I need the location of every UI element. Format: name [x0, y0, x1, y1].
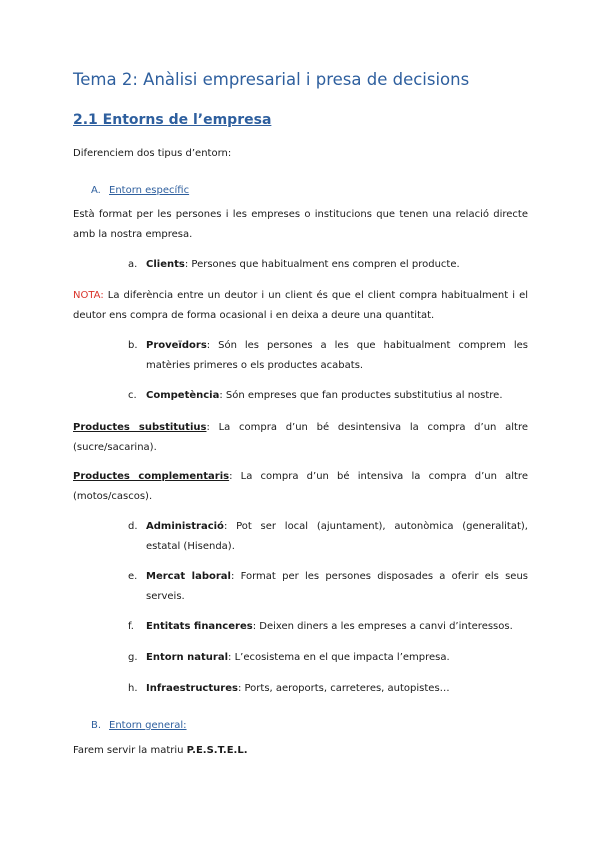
term-clients: Clients	[146, 259, 185, 270]
list-item-mercat-laboral	[128, 567, 528, 607]
list-marker: d.	[128, 521, 138, 532]
section-heading: 2.1 Entorns de l’empresa	[73, 112, 272, 128]
term-entorn-natural: Entorn natural	[146, 652, 229, 663]
term-separator: :	[206, 422, 219, 433]
list-item-entorn-natural	[128, 648, 528, 668]
list-marker: a.	[128, 259, 138, 270]
item-text-line-2: matèries primeres o els productes acabats.	[146, 360, 364, 371]
term-mercat-laboral: Mercat laboral	[146, 571, 231, 582]
list-marker: c.	[128, 390, 137, 401]
item-text: Deixen diners a les empreses a canvi d’interessos.	[259, 621, 513, 632]
item-text-line-2: estatal (Hisenda).	[146, 541, 235, 552]
section-a-letter: A.	[91, 185, 101, 196]
section-a-heading	[91, 181, 189, 201]
item-text: Són empreses que fan productes substitutius al nostre.	[225, 390, 503, 401]
list-marker: b.	[128, 340, 138, 351]
list-item-clients	[128, 255, 528, 275]
term-separator: :	[219, 390, 226, 401]
term-separator: :	[230, 571, 241, 582]
list-item-entitats-financeres	[128, 617, 528, 637]
compl-line-2: (motos/cascos).	[73, 491, 153, 502]
nota-label: NOTA:	[73, 290, 104, 301]
list-marker: f.	[128, 621, 134, 632]
list-item-proveidors	[128, 336, 528, 376]
item-text-line-1: Són les persones a les que habitualment comprem les	[218, 340, 528, 351]
term-productes-substitutius: Productes substitutius	[73, 422, 207, 433]
list-marker: h.	[128, 683, 138, 694]
item-text-line-1: Pot ser local (ajuntament), autonòmica (generalitat),	[236, 521, 528, 532]
section-b-link[interactable]: Entorn general:	[109, 720, 187, 731]
item-text: Ports, aeroports, carreteres, autopistes…	[244, 683, 450, 694]
section-a-line-2: amb la nostra empresa.	[73, 229, 193, 240]
term-separator: :	[223, 521, 237, 532]
page-title: Tema 2: Anàlisi empresarial i presa de decisions	[73, 70, 470, 89]
item-text-line-2: serveis.	[146, 591, 185, 602]
section-b-heading	[91, 716, 187, 736]
term-competencia: Competència	[146, 390, 220, 401]
list-item-competencia	[128, 386, 528, 406]
term-proveidors: Proveïdors	[146, 340, 207, 351]
compl-line-1: La compra d’un bé intensiva la compra d’un altre	[240, 471, 528, 482]
pestel-term: P.E.S.T.E.L.	[186, 745, 248, 756]
final-paragraph	[73, 741, 528, 761]
final-text: Farem servir la matriu	[73, 745, 187, 756]
nota-line-2: deutor ens compra de forma ocasional i en deixa a deure una quantitat.	[73, 310, 435, 321]
section-a-line-1: Està format per les persones i les empreses o institucions que tenen una relació directe	[73, 209, 528, 220]
nota-paragraph	[73, 286, 528, 326]
nota-line-1: La diferència entre un deutor i un client és que el client compra habitualment i el	[103, 290, 528, 301]
term-separator: :	[237, 683, 245, 694]
subst-line-1: La compra d’un bé desintensiva la compra d’un altre	[218, 422, 528, 433]
section-a-link[interactable]: Entorn específic	[109, 185, 190, 196]
item-text: Persones que habitualment ens compren el producte.	[191, 259, 460, 270]
subst-line-2: (sucre/sacarina).	[73, 442, 157, 453]
term-separator: :	[252, 621, 260, 632]
section-a-paragraph	[73, 205, 528, 245]
list-item-administracio	[128, 517, 528, 557]
term-administracio: Administració	[146, 521, 224, 532]
term-productes-complementaris: Productes complementaris	[73, 471, 230, 482]
list-marker: e.	[128, 571, 138, 582]
item-text: L’ecosistema en el que impacta l’empresa.	[234, 652, 450, 663]
term-separator: :	[206, 340, 219, 351]
term-separator: :	[228, 652, 235, 663]
productes-complementaris-paragraph	[73, 467, 528, 507]
term-infraestructures: Infraestructures	[146, 683, 238, 694]
term-entitats-financeres: Entitats financeres	[146, 621, 253, 632]
list-marker: g.	[128, 652, 138, 663]
productes-substitutius-paragraph	[73, 418, 528, 458]
list-item-infraestructures	[128, 679, 528, 699]
term-separator: :	[184, 259, 192, 270]
intro-paragraph: Diferenciem dos tipus d’entorn:	[73, 148, 232, 159]
item-text-line-1: Format per les persones disposades a oferir els seus	[240, 571, 528, 582]
term-separator: :	[229, 471, 241, 482]
section-b-letter: B.	[91, 720, 102, 731]
